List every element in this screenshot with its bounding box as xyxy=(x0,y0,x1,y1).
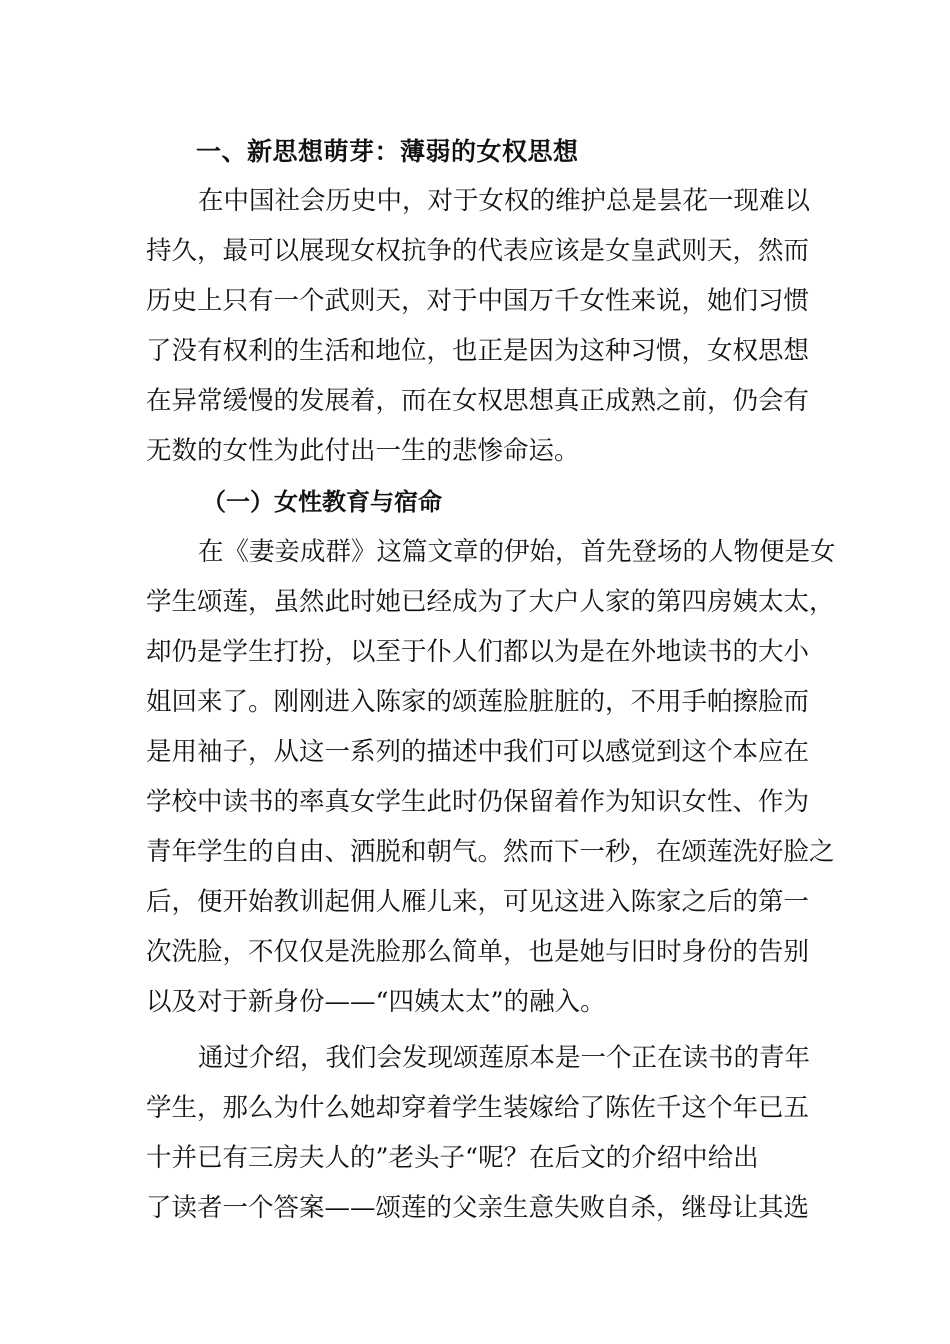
paragraph-2 xyxy=(146,527,836,1027)
paragraph-line: 却仍是学生打扮，以至于仆人们都以为是在外地读书的大小 xyxy=(146,637,810,667)
paragraph-line: 十并已有三房夫人的”老头子“呢？在后文的介绍中给出 xyxy=(146,1143,759,1173)
paragraph-line: 无数的女性为此付出一生的悲惨命运。 xyxy=(146,436,580,466)
subsection-heading: （一）女性教育与宿命 xyxy=(202,488,442,516)
document-body xyxy=(146,128,836,1233)
section-heading: 一、新思想萌芽：薄弱的女权思想 xyxy=(196,137,579,166)
paragraph-1 xyxy=(146,176,814,476)
paragraph-line: 是用袖子，从这一系列的描述中我们可以感觉到这个本应在 xyxy=(146,737,810,767)
paragraph-line: 青年学生的自由、洒脱和朝气。然而下一秒，在颂莲洗好脸之 xyxy=(146,837,835,867)
paragraph-line: 学校中读书的率真女学生此时仍保留着作为知识女性、作为 xyxy=(146,787,810,817)
paragraph-line: 学生颂莲，虽然此时她已经成为了大户人家的第四房姨太太， xyxy=(146,587,835,617)
paragraph-line: 持久，最可以展现女权抗争的代表应该是女皇武则天，然而 xyxy=(146,236,810,266)
paragraph-line: 次洗脸，不仅仅是洗脸那么简单，也是她与旧时身份的告别 xyxy=(146,937,810,967)
paragraph-line: 姐回来了。刚刚进入陈家的颂莲脸脏脏的，不用手帕擦脸而 xyxy=(146,687,810,717)
paragraph-line: 在中国社会历史中，对于女权的维护总是昙花一现难以 xyxy=(198,186,811,216)
paragraph-line: 在异常缓慢的发展着，而在女权思想真正成熟之前，仍会有 xyxy=(146,386,810,416)
paragraph-line: 了读者一个答案——颂莲的父亲生意失败自杀，继母让其选 xyxy=(146,1193,810,1223)
paragraph-line: 在《妻妾成群》这篇文章的伊始，首先登场的人物便是女 xyxy=(198,537,836,567)
paragraph-line: 通过介绍，我们会发现颂莲原本是一个正在读书的青年 xyxy=(198,1043,811,1073)
paragraph-line: 后，便开始教训起佣人雁儿来，可见这进入陈家之后的第一 xyxy=(146,887,810,917)
paragraph-3 xyxy=(146,1033,814,1233)
paragraph-line: 学生，那么为什么她却穿着学生装嫁给了陈佐千这个年已五 xyxy=(146,1093,810,1123)
paragraph-line: 以及对于新身份——“四姨太太”的融入。 xyxy=(146,987,606,1017)
paragraph-line: 历史上只有一个武则天，对于中国万千女性来说，她们习惯 xyxy=(146,286,810,316)
paragraph-line: 了没有权利的生活和地位，也正是因为这种习惯，女权思想 xyxy=(146,336,810,366)
